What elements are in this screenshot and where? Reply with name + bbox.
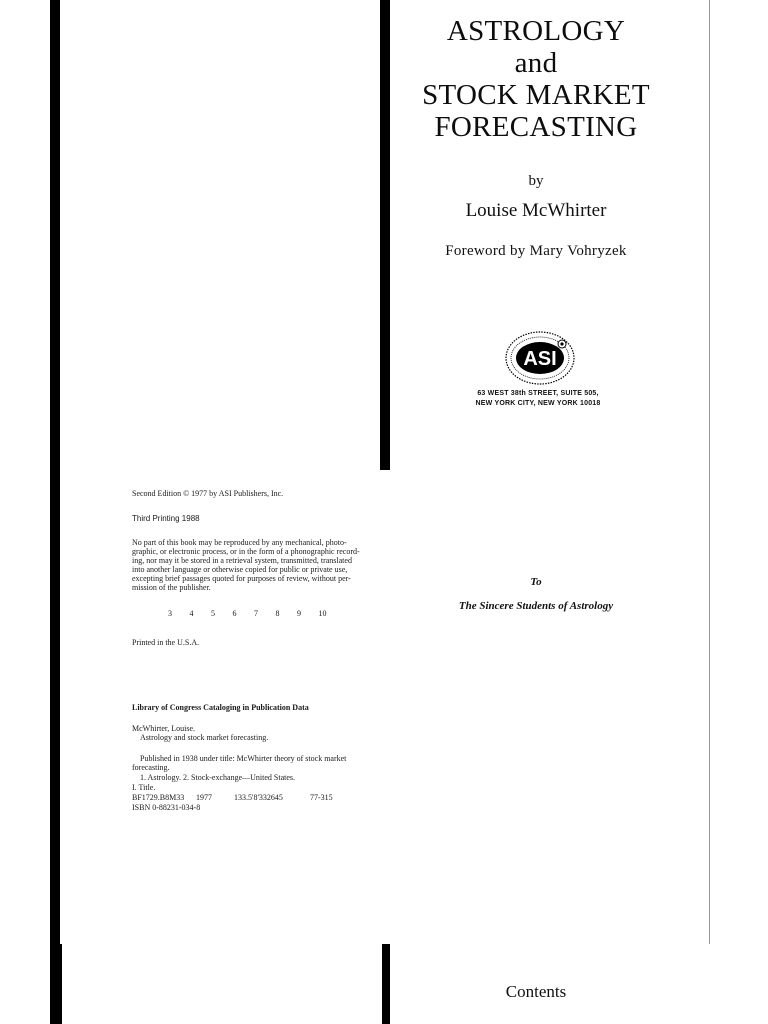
print-number: 10 (318, 609, 327, 618)
catalog-note-line-2: forecasting. (132, 763, 170, 772)
dewey-number: 133.5'8'332645 (234, 793, 283, 802)
printing-notice: Third Printing 1988 (132, 514, 200, 523)
lccn-number: 77-315 (310, 793, 333, 802)
book-title-line-4: FORECASTING (434, 111, 638, 143)
catalog-author: McWhirter, Louise. (132, 724, 195, 733)
rights-line-4: into another language or otherwise copied for public or private use, (132, 565, 348, 574)
catalog-title: Astrology and stock market forecasting. (140, 733, 269, 742)
book-title-line-1: ASTROLOGY (446, 15, 626, 47)
rights-line-1: No part of this book may be reproduced by any mechanical, photo- (132, 538, 347, 547)
left-scan-border-bottom (50, 944, 62, 1024)
rights-line-5: excepting brief passages quoted for purposes of review, without per- (132, 574, 351, 583)
right-edge-line (709, 0, 710, 944)
catalog-classification (132, 793, 333, 802)
print-number: 8 (275, 609, 280, 618)
publisher-address-line-1: 63 WEST 38th STREET, SUITE 505, (477, 390, 599, 397)
call-number: BF1729.B8M33 (132, 793, 185, 802)
print-number: 4 (189, 609, 194, 618)
print-number: 7 (254, 609, 258, 618)
foreword-credit: Foreword by Mary Vohryzek (445, 243, 627, 259)
print-number: 6 (232, 609, 237, 618)
center-gutter-bottom (382, 944, 390, 1024)
print-run-numbers (168, 609, 340, 618)
print-number: 3 (168, 609, 172, 618)
isbn-line: ISBN 0-88231-034-8 (132, 803, 201, 812)
catalog-subjects: 1. Astrology. 2. Stock-exchange—United States. (140, 773, 296, 782)
publisher-address-line-2: NEW YORK CITY, NEW YORK 10018 (475, 400, 601, 407)
by-label: by (528, 173, 544, 189)
publisher-logo (504, 330, 576, 386)
dedication-text: The Sincere Students of Astrology (458, 600, 614, 612)
print-number: 5 (211, 609, 215, 618)
center-gutter-top (380, 0, 390, 470)
book-title-line-2: and (514, 47, 558, 79)
catalog-year: 1977 (196, 793, 212, 802)
rights-line-3: ing, nor may it be stored in a retrieval system, transmitted, translated (132, 556, 352, 565)
left-scan-border (50, 0, 60, 1024)
cataloging-heading: Library of Congress Cataloging in Publication Data (132, 703, 309, 712)
edition-notice: Second Edition © 1977 by ASI Publishers, Inc. (132, 489, 284, 498)
rights-line-6: mission of the publisher. (132, 583, 211, 592)
print-number: 9 (297, 609, 301, 618)
dedication-to: To (530, 576, 542, 588)
printed-in-notice: Printed in the U.S.A. (132, 638, 200, 647)
catalog-note-line-1: Published in 1938 under title: McWhirter theory of stock market (140, 754, 347, 763)
svg-text:ASI: ASI (523, 348, 557, 370)
book-title-line-3: STOCK MARKET (422, 79, 650, 111)
author-name: Louise McWhirter (465, 200, 607, 221)
catalog-title-entry: I. Title. (132, 783, 156, 792)
rights-line-2: graphic, or electronic process, or in the form of a phonographic record- (132, 547, 360, 556)
asi-seal-icon (504, 330, 576, 386)
contents-heading: Contents (505, 982, 567, 1001)
